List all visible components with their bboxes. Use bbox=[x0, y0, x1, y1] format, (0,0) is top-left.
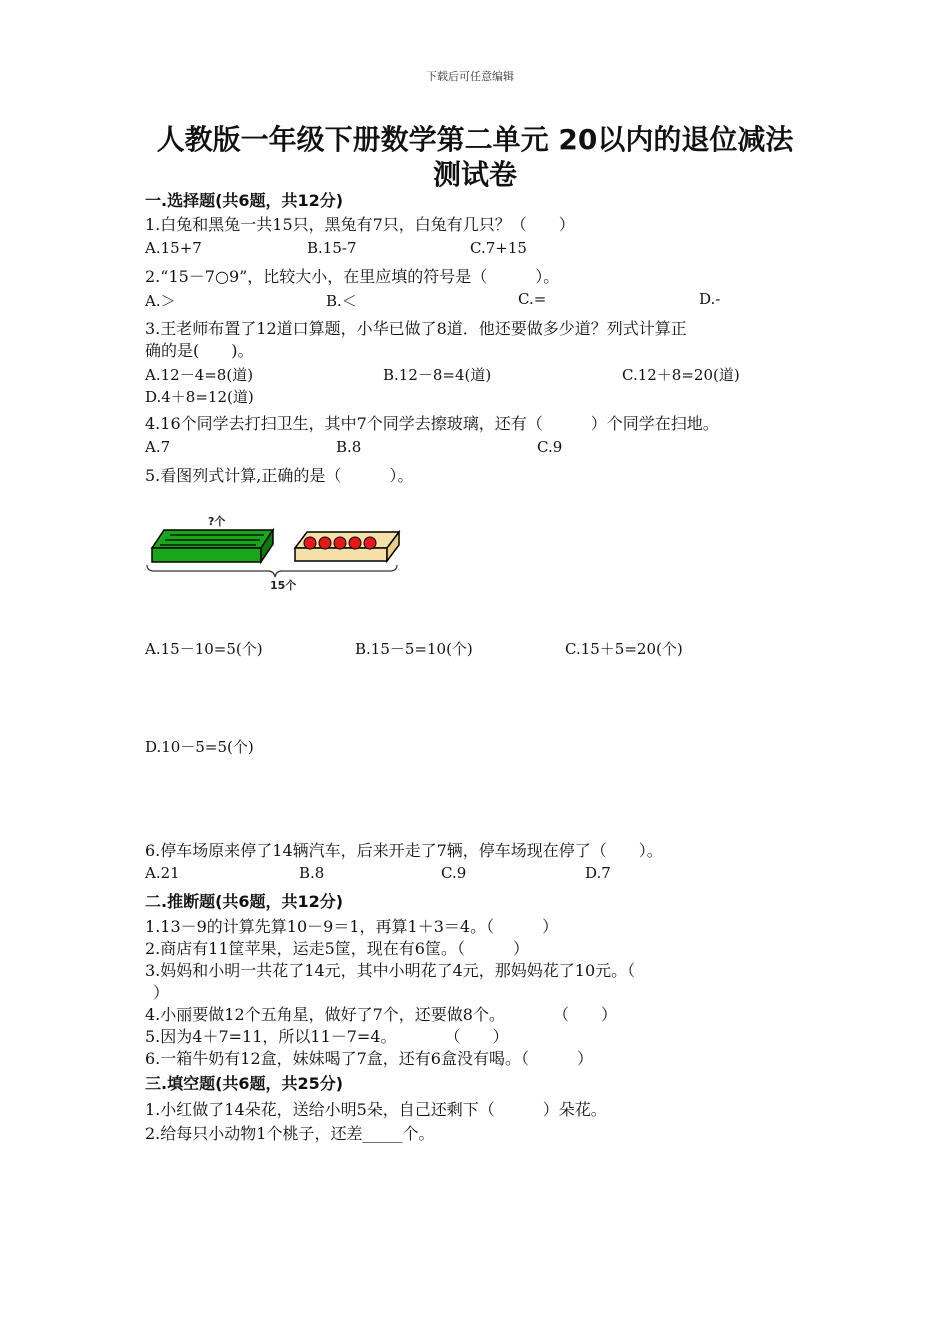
option-2a: A.＞ bbox=[145, 292, 176, 310]
section-heading-fill: 三.填空题(共6题，共25分) bbox=[145, 1074, 344, 1093]
figure-unknown-label: ?个 bbox=[208, 515, 226, 528]
option-6c: C.9 bbox=[441, 864, 467, 882]
option-1a: A.15+7 bbox=[145, 239, 202, 257]
option-6d: D.7 bbox=[585, 864, 611, 882]
question-6: 6.停车场原来停了14辆汽车，后来开走了7辆，停车场现在停了（ ）。 bbox=[145, 841, 663, 860]
option-4c: C.9 bbox=[537, 438, 563, 456]
fill-2: 2.给每只小动物1个桃子，还差_____个。 bbox=[145, 1124, 435, 1143]
option-4b: B.8 bbox=[336, 438, 362, 456]
option-5a: A.15－10=5(个) bbox=[145, 640, 263, 658]
question-1: 1.白兔和黑兔一共15只，黑兔有7只，白兔有几只？（ ） bbox=[145, 215, 575, 234]
option-5c: C.15＋5=20(个) bbox=[565, 640, 683, 658]
option-1b: B.15-7 bbox=[307, 239, 357, 257]
header-note: 下载后可任意编辑 bbox=[426, 70, 514, 83]
section-heading-choice: 一.选择题(共6题，共12分) bbox=[145, 191, 344, 210]
question-3-line1: 3.王老师布置了12道口算题，小华已做了8道．他还要做多少道？列式计算正 bbox=[145, 319, 687, 338]
question-5: 5.看图列式计算,正确的是（ ）。 bbox=[145, 466, 414, 485]
page-title-line1: 人教版一年级下册数学第二单元 20以内的退位减法 bbox=[156, 123, 794, 156]
option-2b: B.＜ bbox=[326, 292, 357, 310]
judge-6: 6.一箱牛奶有12盒，妹妹喝了7盒，还有6盒没有喝。（ ） bbox=[145, 1049, 593, 1068]
red-ball bbox=[334, 537, 346, 549]
ball-tray-shape bbox=[295, 532, 399, 561]
judge-2: 2.商店有11筐苹果，运走5筐，现在有6筐。（ ） bbox=[145, 939, 529, 958]
judge-4: 4.小丽要做12个五角星，做好了7个，还要做8个。 （ ） bbox=[145, 1005, 617, 1024]
option-3c: C.12＋8=20(道) bbox=[622, 366, 740, 384]
option-5d: D.10－5=5(个) bbox=[145, 738, 254, 756]
option-1c: C.7+15 bbox=[470, 239, 527, 257]
green-box-shape bbox=[152, 530, 273, 562]
question-5-figure bbox=[140, 505, 410, 600]
option-5b: B.15－5=10(个) bbox=[355, 640, 473, 658]
question-2: 2.“15－7○9”，比较大小，在里应填的符号是（ ）。 bbox=[145, 267, 560, 286]
option-2d: D.- bbox=[699, 290, 721, 308]
red-ball bbox=[304, 537, 316, 549]
red-ball bbox=[319, 537, 331, 549]
figure-total-label: 15个 bbox=[270, 579, 297, 592]
option-6a: A.21 bbox=[145, 864, 180, 882]
page-title-line2: 测试卷 bbox=[432, 158, 517, 191]
option-3b: B.12－8=4(道) bbox=[383, 366, 492, 384]
option-3a: A.12－4=8(道) bbox=[145, 366, 254, 384]
question-3-line2: 确的是( )。 bbox=[145, 341, 254, 360]
option-6b: B.8 bbox=[299, 864, 325, 882]
fill-1: 1.小红做了14朵花，送给小明5朵，自己还剩下（ ）朵花。 bbox=[145, 1100, 607, 1119]
section-heading-judge: 二.推断题(共6题，共12分) bbox=[145, 892, 344, 911]
total-bracket bbox=[147, 565, 397, 577]
red-ball bbox=[349, 537, 361, 549]
option-3d: D.4＋8=12(道) bbox=[145, 388, 254, 406]
judge-1: 1.13－9的计算先算10－9＝1，再算1＋3＝4。（ ） bbox=[145, 917, 559, 936]
judge-5: 5.因为4＋7=11，所以11－7=4。 （ ） bbox=[145, 1027, 509, 1046]
option-4a: A.7 bbox=[145, 438, 171, 456]
judge-3-line2: ） bbox=[153, 983, 170, 1002]
judge-3-line1: 3.妈妈和小明一共花了14元，其中小明花了4元，那妈妈花了10元。（ bbox=[145, 961, 636, 980]
red-ball bbox=[364, 537, 376, 549]
option-2c: C.= bbox=[518, 290, 547, 308]
question-4: 4.16个同学去打扫卫生，其中7个同学去擦玻璃，还有（ ）个同学在扫地。 bbox=[145, 414, 719, 433]
